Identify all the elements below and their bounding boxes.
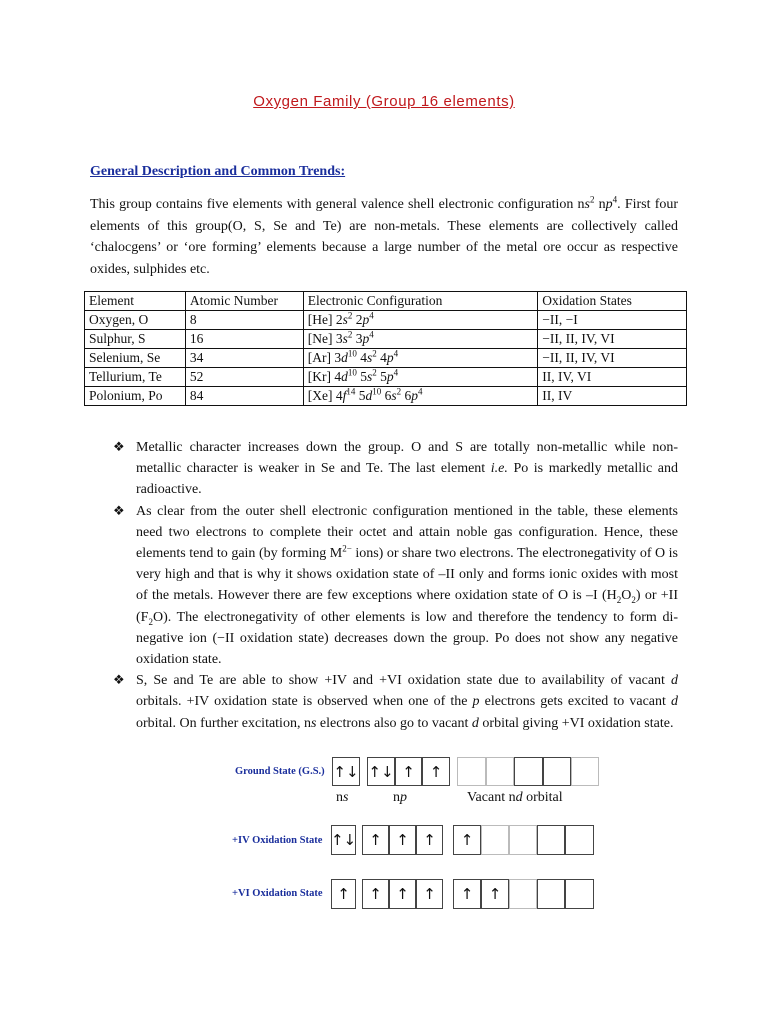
np-orbital-box: ↑ <box>422 757 450 786</box>
element-name: Selenium, Se <box>85 349 186 368</box>
nd-orbital-box <box>537 879 565 909</box>
list-item: ❖ Metallic character increases down the group. O and S are totally non-metallic while non-metallic character is weaker in Se and Te. The last element i.e. Po is markedly metallic and radioactive. <box>113 437 678 501</box>
nd-orbital-box <box>537 825 565 855</box>
plus-vi-state-label: +VI Oxidation State <box>232 888 323 899</box>
element-name: Polonium, Po <box>85 387 186 406</box>
table-row <box>85 330 687 349</box>
element-name: Oxygen, O <box>85 311 186 330</box>
list-item: ❖ S, Se and Te are able to show +IV and +VI oxidation state due to availability of vacant d orbitals. +IV oxidation state is observed when one of the p electrons gets excited to vacant d orbital. On further excitation, ns electrons also go to vacant d orbital giving +VI oxidation state. <box>113 670 678 734</box>
table-header: Oxidation States <box>538 292 687 311</box>
atomic-number: 84 <box>185 387 303 406</box>
nd-orbital-box: ↑ <box>481 879 509 909</box>
np-orbital-box: ↑ <box>416 879 443 909</box>
electronic-configuration: [Ne] $3s^2$ $3p^4$ <box>303 330 537 349</box>
np-orbital-box: ↑ <box>389 879 416 909</box>
diamond-bullet-icon: ❖ <box>113 503 125 519</box>
nd-orbital-box <box>571 757 599 786</box>
atomic-number: 16 <box>185 330 303 349</box>
nd-orbital-box <box>565 879 594 909</box>
ns-orbital-box: ↑↓ <box>331 825 356 855</box>
np-label: np <box>393 790 407 805</box>
table-row <box>85 311 687 330</box>
electronic-configuration: [Kr] $4d^{10}$ $5s^2$ $5p^4$ <box>303 368 537 387</box>
table-header: Atomic Number <box>185 292 303 311</box>
nd-orbital-box <box>509 825 537 855</box>
nd-orbital-box <box>481 825 509 855</box>
atomic-number: 34 <box>185 349 303 368</box>
np-orbital-box: ↑ <box>362 879 389 909</box>
oxidation-states: II, IV, VI <box>538 368 687 387</box>
section-heading: General Description and Common Trends: <box>90 164 346 179</box>
ground-state-label: Ground State (G.S.) <box>235 766 325 777</box>
oxidation-states: −II, II, IV, VI <box>538 349 687 368</box>
electronic-configuration: [Ar] $3d^{10}$ $4s^2$ $4p^4$ <box>303 349 537 368</box>
element-name: Sulphur, S <box>85 330 186 349</box>
nd-orbital-box: ↑ <box>453 879 481 909</box>
table-header: Electronic Configuration <box>303 292 537 311</box>
np-orbital-box: ↑↓ <box>367 757 395 786</box>
ns-orbital-box: ↑ <box>331 879 356 909</box>
np-orbital-box: ↑ <box>389 825 416 855</box>
nd-orbital-box <box>543 757 571 786</box>
electronic-configuration: [He] $2s^2$ $2p^4$ <box>303 311 537 330</box>
nd-orbital-box <box>457 757 486 786</box>
oxidation-states: −II, II, IV, VI <box>538 330 687 349</box>
table-header-row <box>85 292 687 311</box>
intro-paragraph: This group contains five elements with general valence shell electronic configuration $ns^2$ $np^4$. First four elements of this group(O, S, Se and Te) are non-metals. These elements are collectively called ‘chalocgens’ or ‘ore forming’ elements because a large number of the metal ore occur as respective oxides, sulphides etc. <box>90 194 679 277</box>
diamond-bullet-icon: ❖ <box>113 440 125 455</box>
list-item: ❖ As clear from the outer shell electronic configuration mentioned in the table, these elements need two electrons to complete their octet and attain noble gas configuration. Hence, these elements tend to gain (by forming $M^{2-}$ ions) or share two electrons. The electronegativity of O is very high and that is why it shows oxidation state of –II only and forms ionic oxides with most of the metals. However there are few exceptions where oxidation state of O is –I $(H_2O_2)$ or +II $(F_2O)$. The electronegativity of other elements is low and therefore the tendency to form di-negative ion (−II oxidation state) decreases down the group. Po does not show any negative oxidation state. <box>113 501 678 671</box>
np-orbital-box: ↑ <box>416 825 443 855</box>
elements-table <box>84 291 687 406</box>
table-row <box>85 387 687 406</box>
nd-orbital-box <box>486 757 514 786</box>
table-header: Element <box>85 292 186 311</box>
nd-orbital-box <box>565 825 594 855</box>
oxidation-states: −II, −I <box>538 311 687 330</box>
plus-iv-state-label: +IV Oxidation State <box>232 835 323 846</box>
nd-orbital-box: ↑ <box>453 825 481 855</box>
ns-label: ns <box>336 790 349 805</box>
electronic-configuration: [Xe] $4f^{14}$ $5d^{10}$ $6s^2$ $6p^4$ <box>303 387 537 406</box>
diamond-bullet-icon: ❖ <box>113 673 125 689</box>
nd-orbital-box <box>514 757 543 786</box>
table-row <box>85 349 687 368</box>
vacant-nd-label: Vacant nd orbital <box>467 790 563 805</box>
atomic-number: 8 <box>185 311 303 330</box>
page-title: Oxygen Family (Group 16 elements) <box>253 93 515 110</box>
atomic-number: 52 <box>185 368 303 387</box>
oxidation-states: II, IV <box>538 387 687 406</box>
element-name: Tellurium, Te <box>85 368 186 387</box>
nd-orbital-box <box>509 879 537 909</box>
ns-orbital-box: ↑↓ <box>332 757 360 786</box>
np-orbital-box: ↑ <box>395 757 422 786</box>
np-orbital-box: ↑ <box>362 825 389 855</box>
table-row <box>85 368 687 387</box>
bullet-list <box>113 437 678 734</box>
